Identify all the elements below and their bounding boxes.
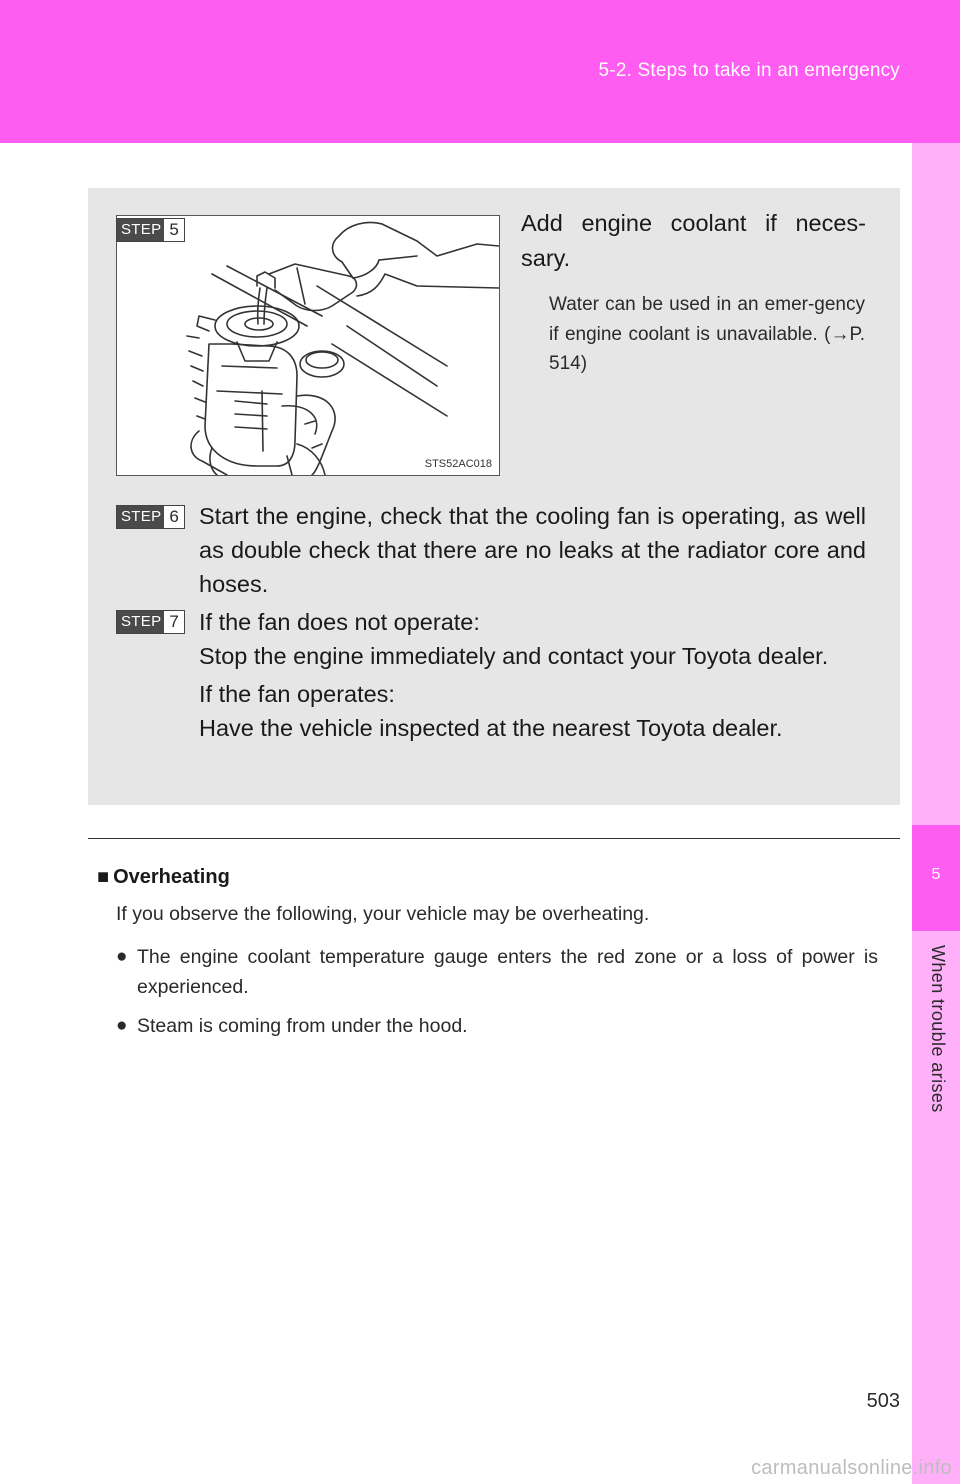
illustration-code: STS52AC018 — [424, 458, 492, 470]
heading-text: Overheating — [113, 866, 230, 888]
overheating-intro: If you observe the following, your vehicle may be overheating. — [116, 903, 650, 925]
page-number: 503 — [866, 1390, 900, 1412]
list-item — [116, 942, 878, 1002]
section-title: 5-2. Steps to take in an emergency — [598, 60, 900, 81]
overheating-heading — [97, 866, 230, 889]
coolant-pouring-drawing — [117, 216, 499, 475]
step-5-note: Water can be used in an emer-gency if engine coolant is unavailable. (→P. 514) — [549, 294, 865, 374]
step-5-word: STEP — [117, 219, 164, 241]
list-item — [116, 1011, 878, 1041]
bullet-text: The engine coolant temperature gauge enters the red zone or a loss of power is experienced. — [137, 946, 878, 998]
section-divider — [88, 838, 900, 839]
bullet-text: Steam is coming from under the hood. — [137, 1015, 468, 1037]
step-7-line-3: If the fan operates: — [199, 681, 395, 707]
step-6-badge — [116, 505, 185, 529]
step-7-badge — [116, 610, 185, 634]
step-7-line-1: If the fan does not operate: — [199, 609, 480, 635]
step-7-number: 7 — [164, 611, 183, 633]
chapter-title: When trouble arises — [928, 945, 948, 1113]
step-5-badge — [116, 218, 185, 242]
step-6-text: Start the engine, check that the cooling fan is operating, as well as double check that there are no leaks at the radiator core and hoses. — [199, 503, 866, 597]
step-5-number: 5 — [164, 219, 183, 241]
coolant-illustration — [116, 215, 500, 476]
chapter-number: 5 — [931, 866, 941, 883]
watermark: carmanualsonline.info — [751, 1457, 952, 1479]
bullet-dot-icon: ● — [116, 1015, 128, 1036]
step-6-number: 6 — [164, 506, 183, 528]
page-header — [0, 0, 960, 143]
step-7-word: STEP — [117, 611, 164, 633]
chapter-side-tab — [912, 143, 960, 1484]
step-7-line-4: Have the vehicle inspected at the nearest Toyota dealer. — [199, 715, 783, 741]
step-6-word: STEP — [117, 506, 164, 528]
step-7-line-2: Stop the engine immediately and contact your Toyota dealer. — [199, 643, 829, 669]
step-5-text: Add engine coolant if neces-sary. — [521, 210, 866, 271]
heading-square-icon: ■ — [97, 866, 110, 888]
bullet-dot-icon: ● — [116, 946, 128, 967]
step-7-text — [199, 605, 866, 745]
